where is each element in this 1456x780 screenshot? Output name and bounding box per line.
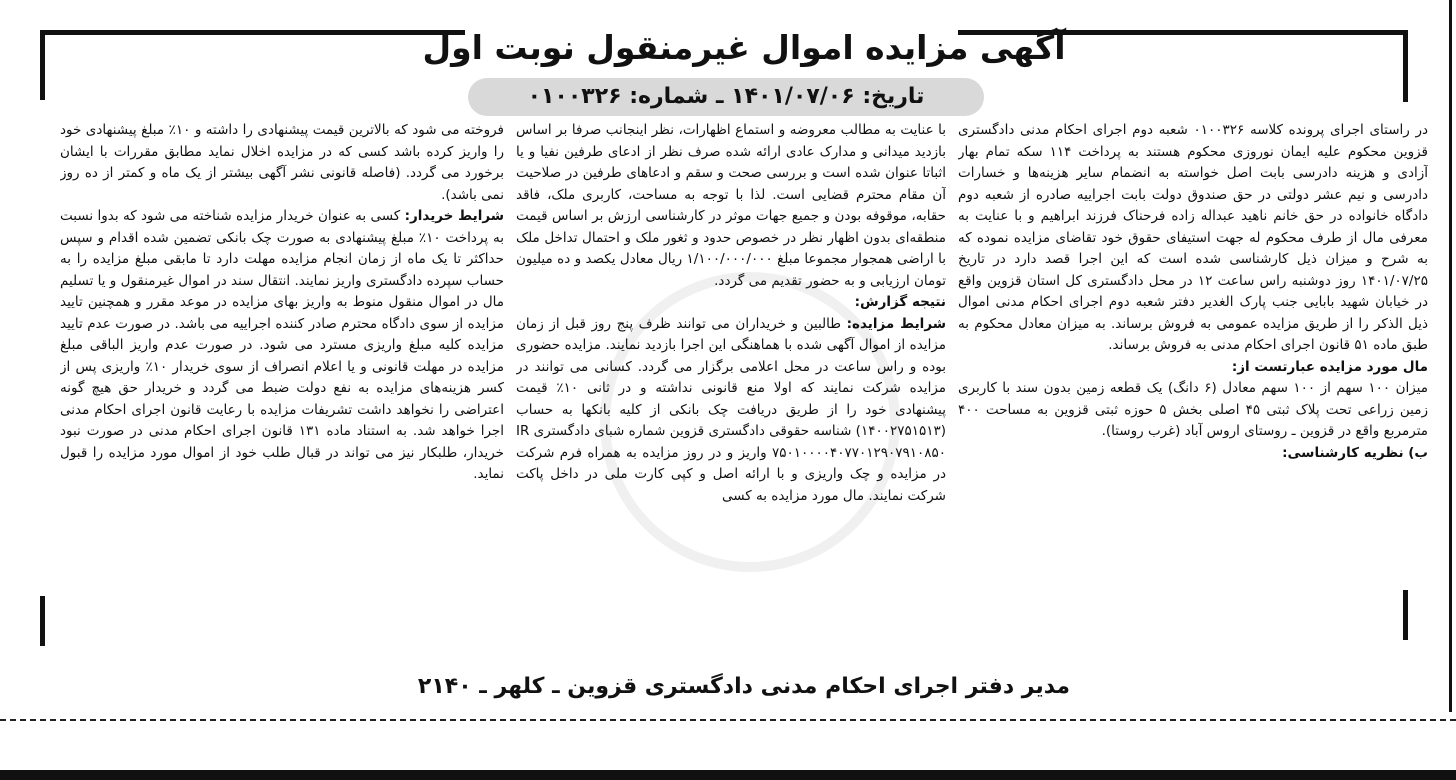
column-left [60, 120, 504, 670]
sale-terms-text: فروخته می شود که بالاترین قیمت پیشنهادی را داشته و ۱۰٪ مبلغ پیشنهادی خود را واریز کرده باشد کسی که در مزایده اخلال نماید مطابق مقررات با ایشان برخورد می گردد. (فاصله قانونی نشر آگهی بیشتر از یک ماه و کمتر از ده روز نمی باشد). [60, 122, 504, 203]
buyer-conditions-text: کسی به عنوان خریدار مزایده شناخته می شود که بدوا نسبت به پرداخت ۱۰٪ مبلغ پیشنهادی به صورت چک بانکی تضمین شده اقدام و سپس حداکثر تا یک ماه از زمان انجام مزایده مهلت دارد تا مابقی مبلغ مزایده را به حساب سپرده دادگستری واریز نمایند. انتقال سند در اموال غیرمنقول و یا تسلیم مال در اموال منقول منوط به واریز بهای مزایده در موعد مقرر و همچنین تایید مزایده از سوی دادگاه محترم صادر کننده اجراییه می باشد. در صورت عدم تایید مزایده کلیه مبلغ واریزی مسترد می شود. در صورت عدم واریز الباقی مبلغ مزایده در مهلت قانونی و یا اعلام انصراف از سوی خریدار ۱۰٪ واریزی پس از کسر هزینه‌های مزایده به نفع دولت ضبط می گردد و خریدار حق هیچ گونه اعتراضی را نخواهد داشت تشریفات مزایده با رعایت قانون اجرای احکام مدنی اجرا خواهد شد. به استناد ماده ۱۳۱ قانون اجرای احکام مدنی در صورت نبود خریدار، طلبکار نیز می تواند در قبال طلب خود از اموال مورد مزایده را قبول نماید. [60, 208, 504, 482]
auction-conditions-heading: شرایط مزایده: [846, 315, 946, 332]
cut-line [0, 719, 1456, 721]
column-middle [516, 120, 946, 670]
expert-opinion-heading: ب) نظریه کارشناسی: [1282, 444, 1428, 461]
buyer-conditions-heading: شرایط خریدار: [404, 208, 504, 224]
report-result-heading: نتیجه گزارش: [854, 294, 946, 310]
expert-opinion-text: با عنایت به مطالب معروضه و استماع اظهارات، نظر اینجانب صرفا بر اساس بازدید میدانی و مدارک عادی ارائه شده صرف نظر از ادعای طرفین نفیا و یا اثباتا عنوان شده است و بررسی صحت و سقم و ادعاهای طرفین در صلاحیت آن مقام محترم قضایی است. لذا با توجه به مساحت، کاربری ملک، فاقد حقابه، موقوفه بودن و جمیع جهات موثر در کارشناسی ارزش بر اساس قیمت منطقه‌ای بدون اظهار نظر در خصوص حدود و ثغور ملک و احتمال تداخل ملک با اراضی همجوار مجموعا مبلغ ۱/۱۰۰/۰۰۰/۰۰۰ ریال معادل یکصد و ده میلیون تومان ارزیابی و به حضور تقدیم می گردد. [516, 122, 946, 289]
intro-text: در راستای اجرای پرونده کلاسه ۰۱۰۰۳۲۶ شعبه دوم اجرای احکام مدنی دادگستری قزوین محکوم علیه ایمان نوروزی محکوم هستند به پرداخت ۱۱۴ سکه تمام بهار آزادی و هزینه دادرسی بابت اصل خواسته به انضمام سایر هزینه‌ها و خسارات دادرسی و نیم عشر دولتی در حق صندوق دولت بابت اجراییه صادره از شعبه دوم دادگاه خانواده در حق خانم ناهید عبداله زاده فرحناک فرزند ابراهیم و با عنایت به معرفی مال از طرف محکوم له جهت استیفای حقوق خود تقاضای مزایده نموده که به شرح و میزان ذیل کارشناسی شده است که این اجرا قصد دارد در تاریخ ۱۴۰۱/۰۷/۲۵ روز دوشنبه راس ساعت ۱۲ در محل دادگستری کل استان قزوین واقع در خیابان شهید بابایی جنب پارک الغدیر دفتر شعبه دوم اجرای احکام مدنی اموال ذیل الذکر را از طریق مزایده عمومی به فروش برساند. به میزان معادل محکوم به طبق ماده ۵۱ قانون اجرای احکام مدنی به فروش برساند. [958, 122, 1428, 353]
bottom-border [0, 770, 1456, 780]
property-description: میزان ۱۰۰ سهم از ۱۰۰ سهم معادل (۶ دانگ) یک قطعه زمین بدون سند با کاربری زمین زراعی تحت پلاک ثبتی ۴۵ اصلی بخش ۵ حوزه ثبتی قزوین به مساحت ۴۰۰ مترمربع واقع در قزوین ـ روستای اروس آباد (غرب روستا). [958, 380, 1428, 439]
property-heading: مال مورد مزایده عبارتست از: [1231, 358, 1428, 375]
page-right-rule [1449, 0, 1452, 712]
column-right [958, 120, 1428, 670]
auction-notice [40, 22, 1448, 712]
auction-conditions-text: طالبین و خریداران می توانند ظرف پنج روز قبل از زمان مزایده از اموال آگهی شده با هماهنگی این اجرا بازدید نمایند. مزایده حضوری بوده و راس ساعت در محل اعلامی برگزار می گردد. کسانی می توانند در مزایده شرکت نمایند که اولا منع قانونی نداشته و در ثانی ۱۰٪ قیمت پیشنهادی خود را از طریق دریافت چک بانکی از کلیه بانکها به حساب (۱۴۰۰۲۷۵۱۵۱۳) شناسه حقوقی دادگستری قزوین شماره شبای دادگستری IR ۷۵۰۱۰۰۰۰۴۰۷۷۰۱۲۹۰۷۹۱۰۸۵۰ واریز و در روز مزایده به همراه فرم شرکت در مزایده و چک واریزی و با ارائه اصل و کپی کارت ملی در داخل پاکت شرکت نمایند. مال مورد مزایده به کسی [516, 315, 946, 504]
notice-title: آگهی مزایده اموال غیرمنقول نوبت اول [422, 28, 1066, 67]
date-number-badge: تاریخ: ۱۴۰۱/۰۷/۰۶ ـ شماره: ۰۱۰۰۳۲۶ [468, 78, 984, 116]
notice-signature: مدیر دفتر اجرای احکام مدنی دادگستری قزوین ـ کلهر ـ ۲۱۴۰ [417, 674, 1071, 699]
